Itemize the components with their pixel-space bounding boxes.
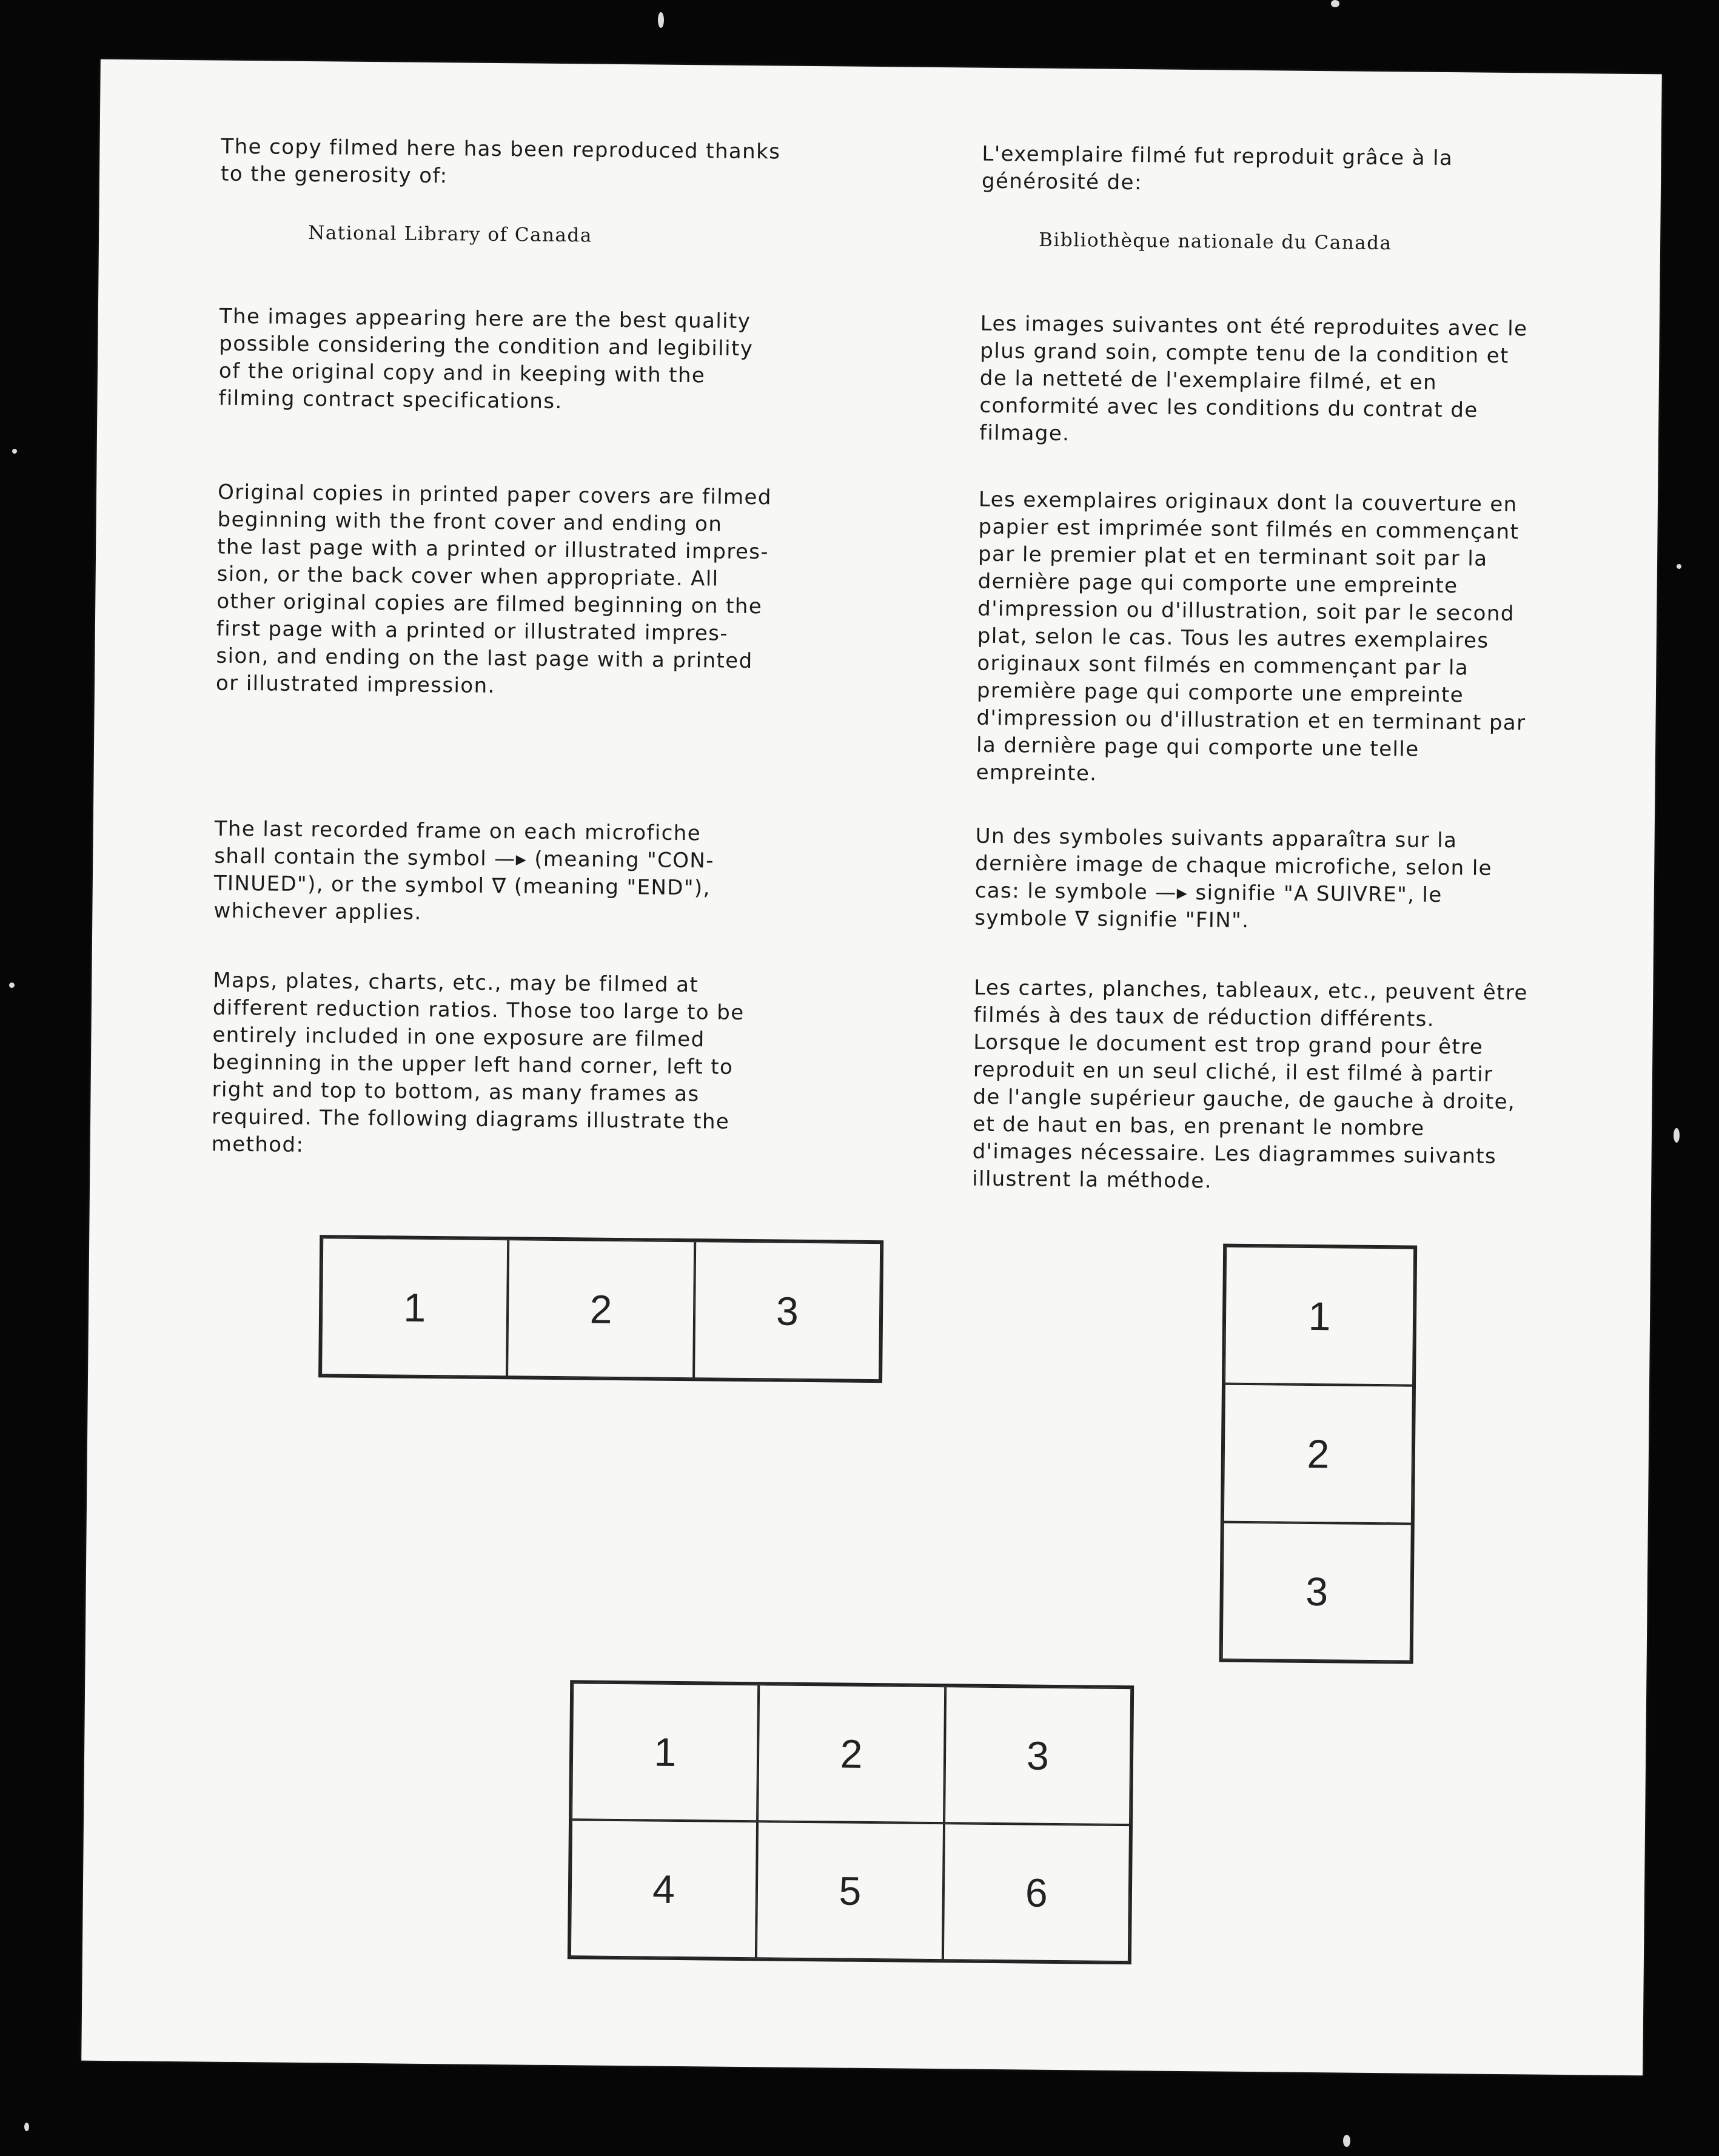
film-speck bbox=[1677, 564, 1681, 569]
frame-cell: 4 bbox=[570, 1819, 757, 1958]
frame-cell: 5 bbox=[756, 1821, 943, 1960]
frame-cell: 2 bbox=[507, 1239, 694, 1379]
french-symbols-paragraph: Un des symboles suivants apparaîtra sur la dernière image de chaque microfiche, selon le cas: le symbole —▸ signifie "A SUIVRE", le symbole ∇ signifie "FIN". bbox=[974, 824, 1493, 933]
frame-cell: 1 bbox=[321, 1237, 508, 1377]
document-page bbox=[81, 59, 1662, 2076]
frame-cell: 3 bbox=[944, 1686, 1131, 1825]
frame-cell: 1 bbox=[571, 1682, 759, 1821]
film-speck bbox=[12, 449, 17, 454]
french-quality-paragraph: Les images suivantes ont été reproduites avec le plus grand soin, compte tenu de la condition et de la netteté de l'exemplaire filmé, et en conformité avec les conditions du contrat de filmage. bbox=[979, 311, 1528, 446]
french-covers-paragraph: Les exemplaires originaux dont la couverture en papier est imprimée sont filmés en commençant par le premier plat et en terminant soit par la dernière page qui comporte une empreinte d'impression ou d'illustration, soit par le second plat, selon le cas. Tous les autres exemplaires originaux sont filmés en commençant par la première page qui comporte une empreinte d'impression ou d'illustration et en terminant par la dernière page qui comporte une telle empreinte. bbox=[976, 487, 1526, 786]
diagram-grid-of-six bbox=[568, 1680, 1134, 1964]
film-speck bbox=[1343, 2135, 1350, 2147]
frame-cell: 1 bbox=[1224, 1246, 1415, 1386]
film-speck bbox=[24, 2123, 29, 2131]
diagram-row-of-three bbox=[318, 1235, 883, 1383]
french-maps-paragraph: Les cartes, planches, tableaux, etc., peuvent être filmés à des taux de réduction différents. Lorsque le document est trop grand pour être reproduit en un seul cliché, il est filmé à partir de l'angle supérieur gauche, de gauche à droite, et de haut en bas, en prenant le nombre d'images nécessaire. Les diagrammes suivants illustrent la méthode. bbox=[972, 975, 1528, 1194]
french-institution-name: Bibliothèque nationale du Canada bbox=[1038, 229, 1392, 255]
english-quality-paragraph: The images appearing here are the best quality possible considering the condition and legibility of the original copy and in keeping with the filming contract specifications. bbox=[218, 304, 754, 414]
diagram-column-of-three bbox=[1219, 1244, 1418, 1664]
frame-cell: 6 bbox=[943, 1823, 1130, 1962]
frame-cell: 3 bbox=[694, 1241, 882, 1380]
frame-cell: 2 bbox=[1223, 1384, 1413, 1523]
film-speck bbox=[658, 12, 664, 28]
english-thanks-text: The copy filmed here has been reproduced thanks to the generosity of: bbox=[220, 134, 781, 189]
english-maps-paragraph: Maps, plates, charts, etc., may be filmed at different reduction ratios. Those too large to be entirely included in one exposure are filmed beginning in the upper left hand corner, left to right and top to bottom, as many frames as required. The following diagrams illustrate the method: bbox=[211, 968, 745, 1158]
frame-cell: 3 bbox=[1222, 1522, 1412, 1661]
film-speck bbox=[1331, 0, 1339, 7]
english-symbols-paragraph: The last recorded frame on each microfiche shall contain the symbol —▸ (meaning "CON- TINUED"), or the symbol ∇ (meaning "END"), whichever applies. bbox=[213, 816, 715, 925]
film-speck bbox=[9, 982, 15, 988]
english-covers-paragraph: Original copies in printed paper covers are filmed beginning with the front cover and ending on the last page with a printed or illustrated impres- sion, or the back cover when appropriate. All other original copies are filmed beginning on the first page with a printed or illustrated impres- sion, and ending on the last page with a printed or illustrated impression. bbox=[215, 480, 772, 699]
english-institution-name: National Library of Canada bbox=[307, 222, 592, 247]
french-thanks-text: L'exemplaire filmé fut reproduit grâce à la générosité de: bbox=[981, 141, 1453, 195]
film-speck bbox=[1674, 1128, 1680, 1143]
frame-cell: 2 bbox=[757, 1684, 945, 1823]
